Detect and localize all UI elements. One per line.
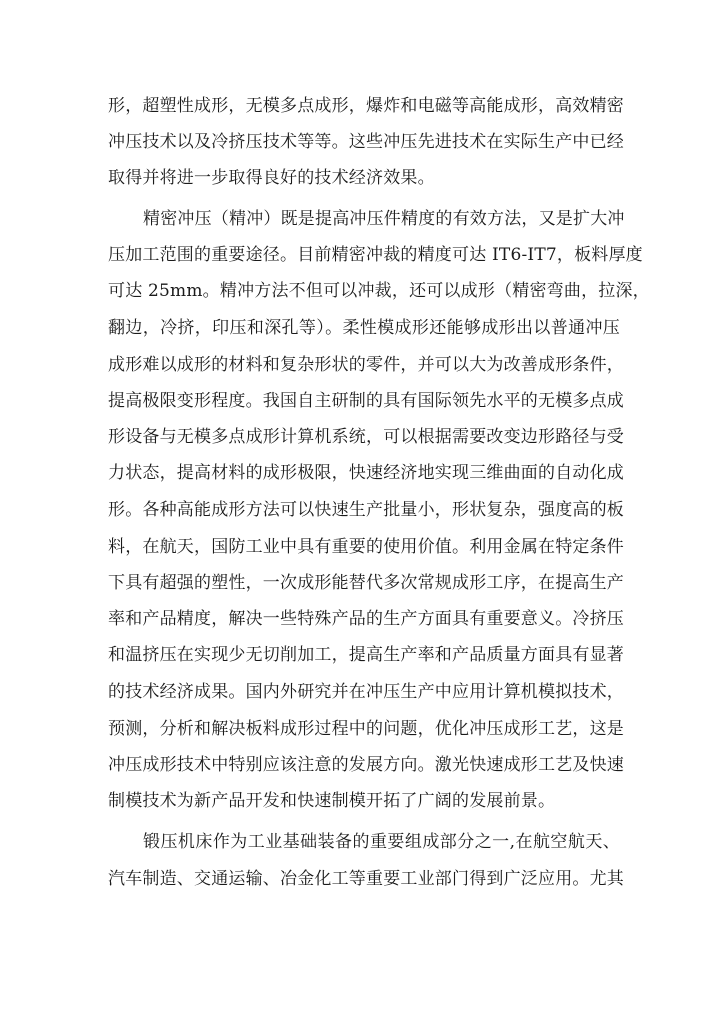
text-line: 形设备与无模多点成形计算机系统，可以根据需要改变边形路径与受 bbox=[108, 427, 624, 447]
text-line: 预测，分析和解决板料成形过程中的问题，优化冲压成形工艺，这是 bbox=[108, 719, 624, 739]
text-line: 压加工范围的重要途径。目前精密冲裁的精度可达 IT6-IT7，板料厚度 bbox=[108, 245, 643, 265]
text-line: 的技术经济成果。国内外研究并在冲压生产中应用计算机模拟技术， bbox=[108, 682, 624, 702]
text-line: 率和产品精度，解决一些特殊产品的生产方面具有重要意义。冷挤压 bbox=[108, 609, 624, 629]
text-line: 取得并将进一步取得良好的技术经济效果。 bbox=[108, 168, 435, 188]
text-line: 制模技术为新产品开发和快速制模开拓了广阔的发展前景。 bbox=[108, 791, 556, 811]
text-line: 形，超塑性成形，无模多点成形，爆炸和电磁等高能成形，高效精密 bbox=[108, 96, 624, 116]
text-line: 冲压技术以及冷挤压技术等等。这些冲压先进技术在实际生产中已经 bbox=[108, 132, 624, 152]
paragraph-first-line: 精密冲压（精冲）既是提高冲压件精度的有效方法，又是扩大冲 bbox=[143, 209, 625, 229]
paragraph-first-line: 锻压机床作为工业基础装备的重要组成部分之一,在航空航天、 bbox=[143, 832, 620, 852]
text-line: 成形难以成形的材料和复杂形状的零件，并可以大为改善成形条件， bbox=[108, 355, 624, 375]
text-line: 形。各种高能成形方法可以快速生产批量小，形状复杂，强度高的板 bbox=[108, 500, 624, 520]
text-line: 冲压成形技术中特别应该注意的发展方向。激光快速成形工艺及快速 bbox=[108, 755, 624, 775]
text-line: 下具有超强的塑性，一次成形能替代多次常规成形工序，在提高生产 bbox=[108, 573, 624, 593]
text-line: 可达 25mm。精冲方法不但可以冲裁，还可以成形（精密弯曲，拉深， bbox=[108, 281, 650, 301]
text-line: 汽车制造、交通运输、冶金化工等重要工业部门得到广泛应用。尤其 bbox=[108, 869, 624, 889]
text-line: 力状态，提高材料的成形极限，快速经济地实现三维曲面的自动化成 bbox=[108, 463, 624, 483]
text-line: 料，在航天，国防工业中具有重要的使用价值。利用金属在特定条件 bbox=[108, 537, 624, 557]
text-line: 提高极限变形程度。我国自主研制的具有国际领先水平的无模多点成 bbox=[108, 391, 624, 411]
text-line: 翻边，冷挤，印压和深孔等）。柔性模成形还能够成形出以普通冲压 bbox=[108, 318, 620, 338]
text-line: 和温挤压在实现少无切削加工，提高生产率和产品质量方面具有显著 bbox=[108, 645, 624, 665]
